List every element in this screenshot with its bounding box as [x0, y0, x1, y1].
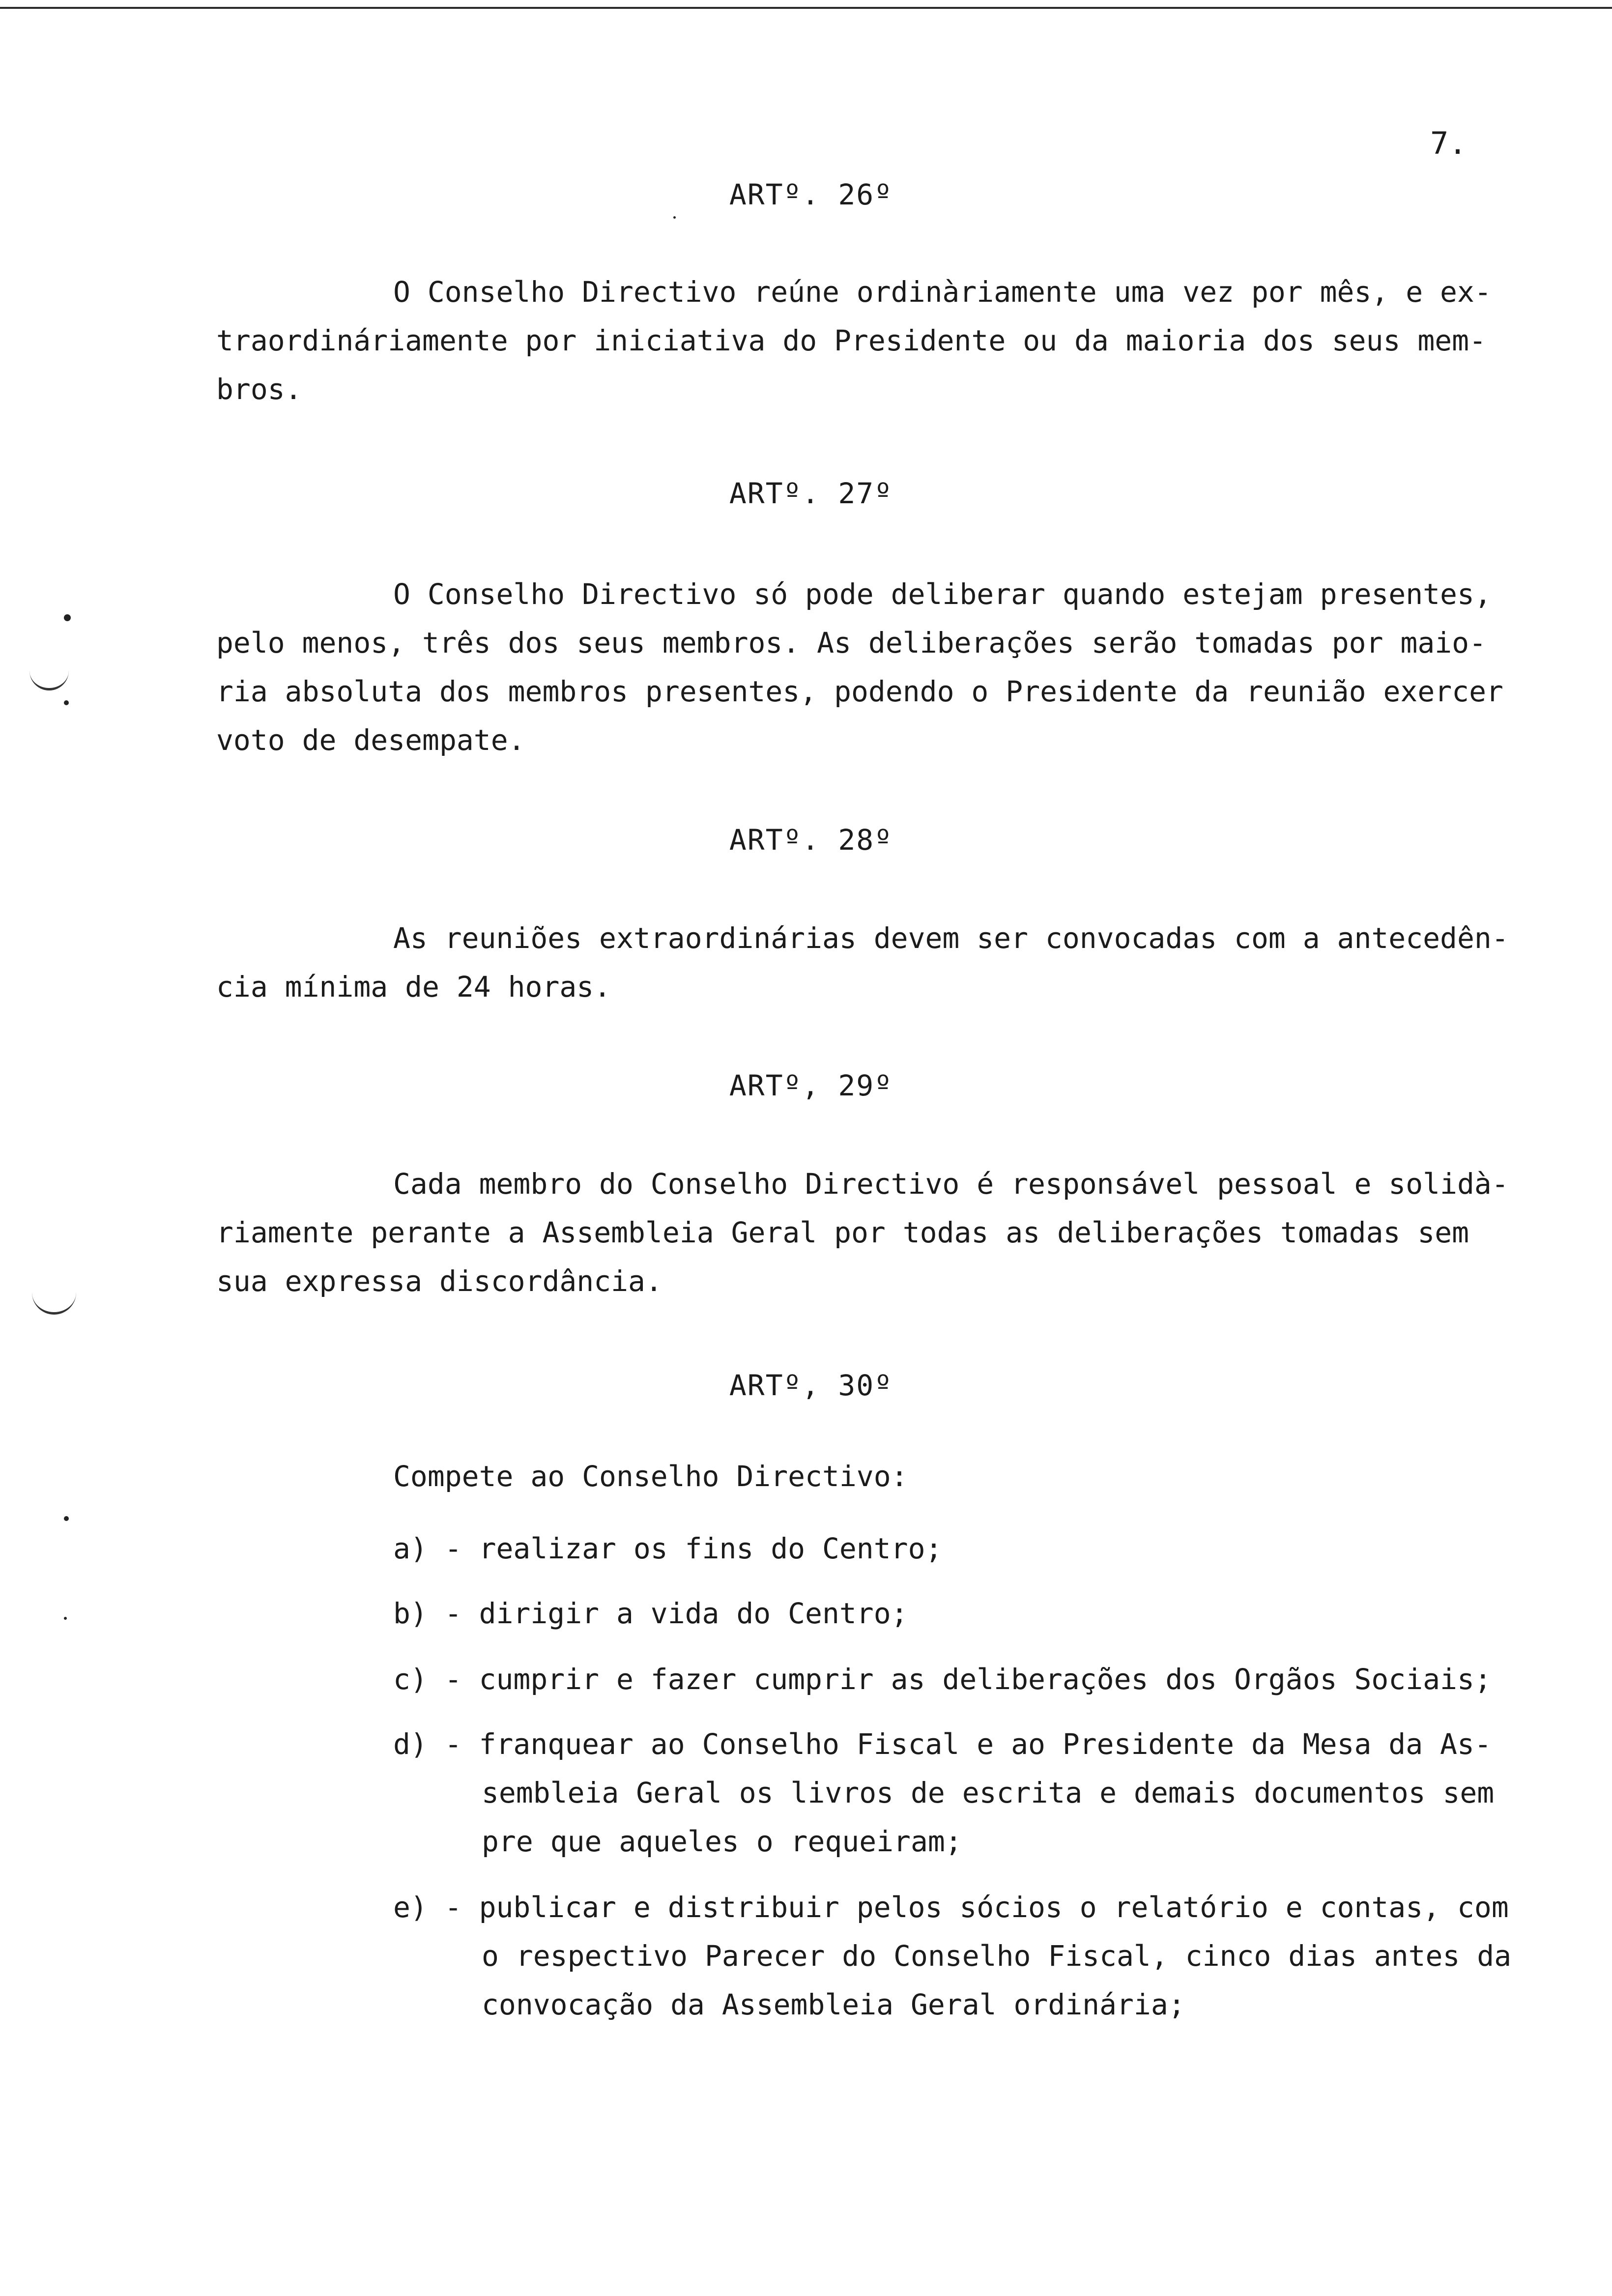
item-b-line-1: b) - dirigir a vida do Centro;: [393, 1597, 908, 1630]
item-e-line-1: e) - publicar e distribuir pelos sócios o relatório e contas, com: [393, 1891, 1509, 1924]
article-30-intro: Compete ao Conselho Directivo:: [393, 1460, 908, 1493]
article-30-heading: ARTº, 30º: [729, 1369, 893, 1402]
page-top-border: [0, 7, 1612, 9]
article-26-heading: ARTº. 26º: [729, 178, 893, 211]
article-27-line-1: O Conselho Directivo só pode deliberar quando estejam presentes,: [393, 577, 1492, 611]
article-30-item-e: [393, 1883, 1573, 2029]
article-26-line-3: bros.: [216, 373, 302, 406]
article-27-line-2: pelo menos, três dos seus membros. As deliberações serão tomadas por maio-: [216, 626, 1487, 660]
article-29-heading: ARTº, 29º: [729, 1069, 893, 1102]
page-number: 7.: [1430, 125, 1467, 161]
article-27-heading: ARTº. 27º: [729, 477, 893, 510]
item-a-line-1: a) - realizar os fins do Centro;: [393, 1532, 943, 1565]
article-26-text: [216, 268, 1558, 414]
article-30-item-b: [393, 1589, 1573, 1638]
article-30-item-d: [393, 1720, 1573, 1866]
article-28-heading: ARTº. 28º: [729, 823, 893, 857]
article-28-text: [216, 914, 1558, 1011]
article-29-line-1: Cada membro do Conselho Directivo é responsável pessoal e solidà-: [393, 1167, 1509, 1201]
item-d-line-3: pre que aqueles o requeiram;: [482, 1825, 962, 1858]
article-26-line-2: traordináriamente por iniciativa do Presidente ou da maioria dos seus mem-: [216, 324, 1487, 357]
item-d-line-1: d) - franquear ao Conselho Fiscal e ao Presidente da Mesa da As-: [393, 1727, 1492, 1761]
article-30-item-a: [393, 1524, 1573, 1573]
article-28-line-2: cia mínima de 24 horas.: [216, 970, 611, 1004]
article-29-line-3: sua expressa discordância.: [216, 1264, 662, 1298]
article-29-text: [216, 1160, 1558, 1306]
article-30-item-c: [393, 1655, 1573, 1704]
article-27-line-3: ria absoluta dos membros presentes, podendo o Presidente da reunião exercer: [216, 675, 1503, 708]
article-29-line-2: riamente perante a Assembleia Geral por todas as deliberações tomadas sem: [216, 1216, 1469, 1249]
scan-speck: [64, 1516, 69, 1521]
item-c-line-1: c) - cumprir e fazer cumprir as deliberações dos Orgãos Sociais;: [393, 1663, 1492, 1696]
article-27-text: [216, 570, 1558, 765]
scan-mark-arc: [32, 1292, 76, 1315]
item-e-line-2: o respectivo Parecer do Conselho Fiscal, cinco dias antes da: [482, 1939, 1512, 1973]
article-26-line-1: O Conselho Directivo reúne ordinàriamente uma vez por mês, e ex-: [393, 275, 1492, 309]
article-27-line-4: voto de desempate.: [216, 723, 525, 757]
scan-speck: [64, 614, 71, 621]
scan-speck: [64, 700, 69, 705]
item-d-line-2: sembleia Geral os livros de escrita e demais documentos sem: [482, 1776, 1495, 1809]
item-e-line-3: convocação da Assembleia Geral ordinária;: [482, 1988, 1185, 2021]
scan-mark-arc: [29, 668, 69, 690]
scan-speck: [673, 216, 676, 219]
scan-speck: [64, 1617, 67, 1620]
article-28-line-1: As reuniões extraordinárias devem ser convocadas com a antecedên-: [393, 921, 1509, 955]
